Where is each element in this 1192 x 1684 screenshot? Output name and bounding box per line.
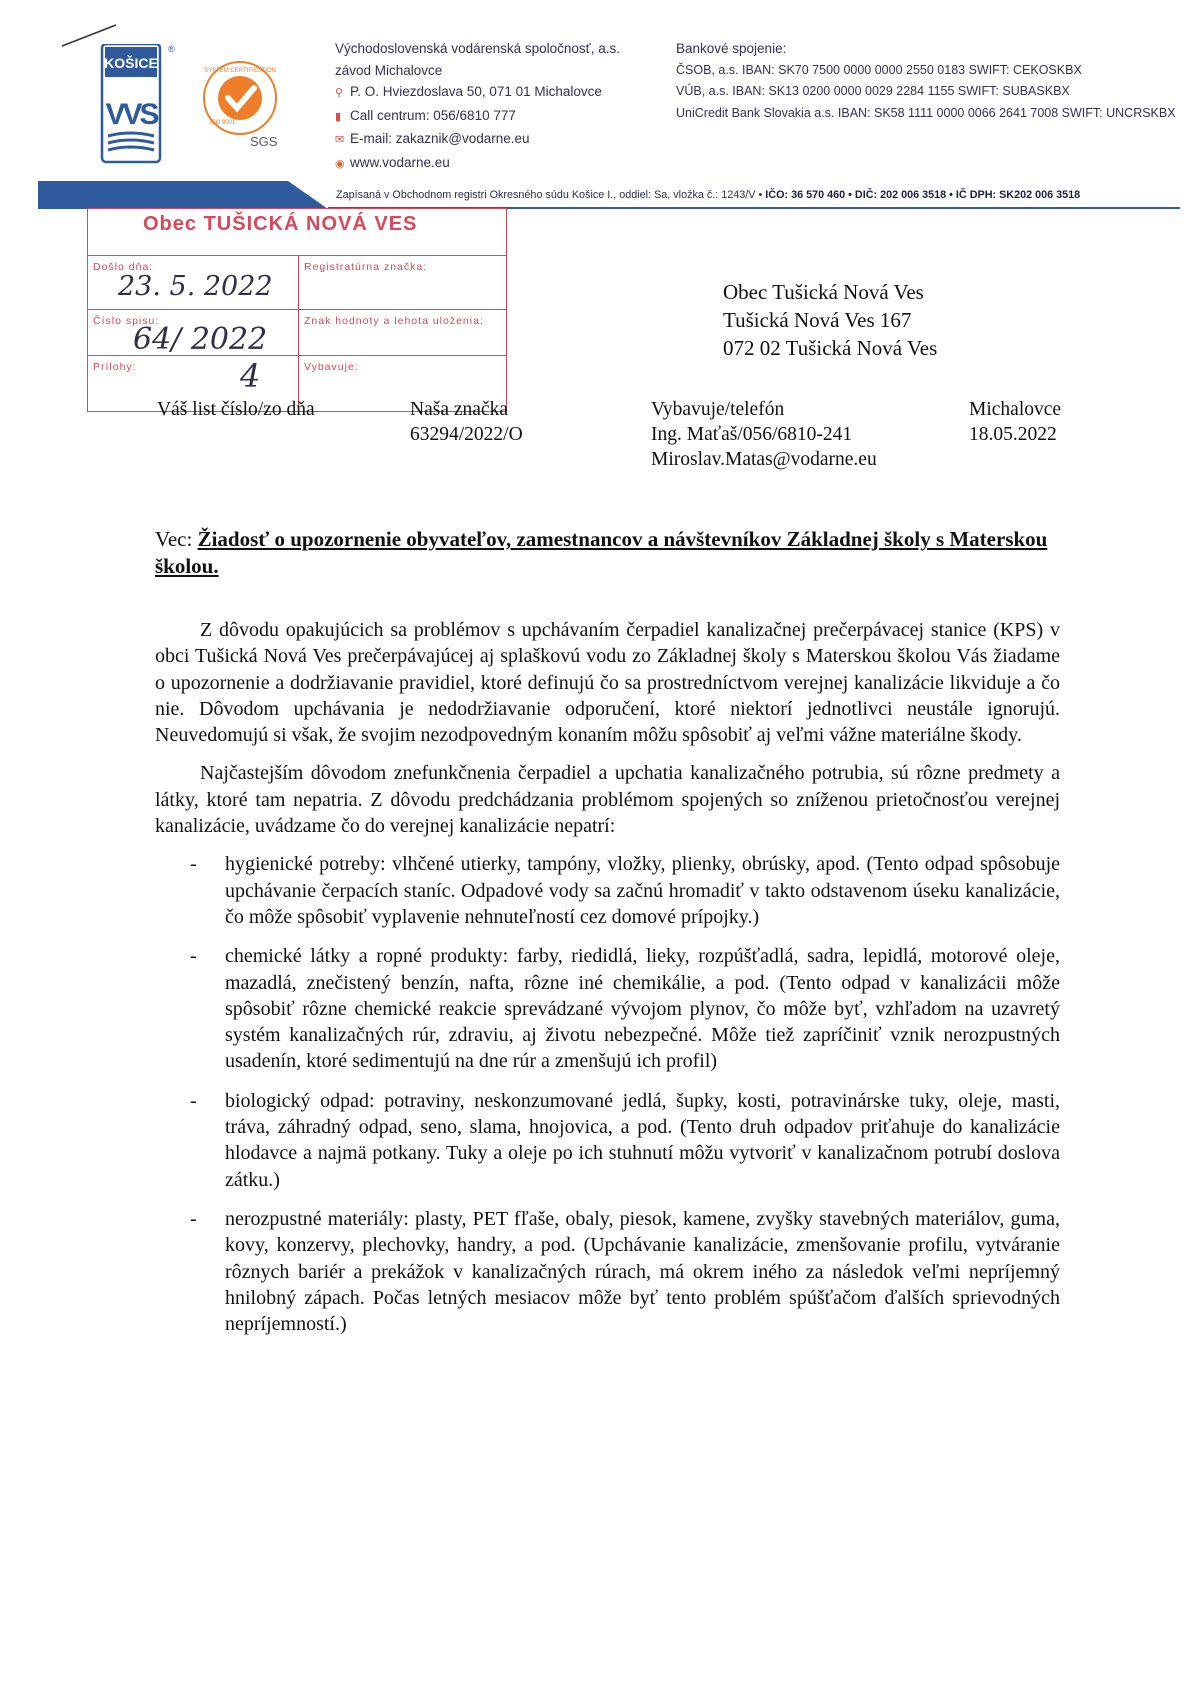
list-dash: - — [190, 853, 197, 876]
subject-lead: Vec: — [155, 527, 198, 551]
subject-text: Žiadosť o upozornenie obyvateľov, zamestnancov a návštevníkov Základnej školy s Materskou školou. — [155, 527, 1048, 578]
recipient-line-3: 072 02 Tušická Nová Ves — [723, 336, 938, 360]
stamp-divider — [88, 309, 506, 310]
vvs-kosice-logo — [100, 44, 176, 164]
stamp-divider — [88, 255, 506, 256]
company-call-centre: Call centrum: 056/6810 777 — [350, 107, 516, 123]
prohibited-items-list — [155, 851, 1060, 1337]
list-item-text: nerozpustné materiály: plasty, PET fľaše, obaly, piesok, kamene, zvyšky stavebných materiálov, guma, kovy, konzervy, plechovky, handry, a pod. (Upchávanie kanalizácie, zmenšovanie profilu, vytváranie rôznych bariér a prekážok v kanalizačných rúrach, má okrem iného za následok veľmi nepríjemný hnilobný zápach. Počas letných mesiacov môže byť tento problém spúšťačom ďalších sprievodných nepríjemností.) — [225, 1207, 1060, 1336]
stamp-received-label: Došlo dňa: — [93, 261, 154, 273]
sgs-certification-logo — [200, 58, 298, 150]
cert-ring-text: SYSTEM CERTIFICATION — [204, 68, 276, 74]
recipient-line-1: Obec Tušická Nová Ves — [723, 280, 924, 304]
body-paragraph-2: Najčastejším dôvodom znefunkčnenia čerpadiel a upchatia kanalizačného potrubia, sú rôzne predmety a látky, ktoré tam nepatria. Z dôvodu predchádzania problémom spojených so zníženou prietočnosťou verejnej kanalizácie, uvádzame čo do verejnej kanalizácie nepatrí: — [155, 762, 1060, 838]
list-item — [155, 851, 1060, 930]
subject-line — [155, 526, 1060, 580]
list-dash: - — [190, 945, 197, 968]
bank-details — [676, 38, 1176, 124]
phone-icon: ▮ — [335, 110, 342, 123]
logo-text: KOŠICE — [104, 55, 158, 71]
list-item — [155, 1088, 1060, 1193]
bank-line-unicredit: UniCredit Bank Slovakia a.s. IBAN: SK58 1111 0000 0066 2641 7008 SWIFT: UNCRSKBX — [676, 105, 1176, 120]
list-item — [155, 1206, 1060, 1337]
stamp-retention-label: Znak hodnoty a lehota uloženia: — [304, 315, 484, 327]
globe-icon: ◉ — [335, 157, 345, 170]
list-item-text: biologický odpad: potraviny, neskonzumované jedlá, šupky, kosti, potravinárske tuky, oleje, masti, tráva, záhradný odpad, seno, slama, hnojovica, a pod. (Tento druh odpadov priťahuje do kanalizácie hlodavce a najmä potkany. Tuky a oleje po ich stuhnutí môžu vytvoriť v kanalizačnom potrubí doslova zátku.) — [225, 1089, 1060, 1191]
company-address: P. O. Hviezdoslava 50, 071 01 Michalovce — [350, 84, 602, 99]
logo-letters: VVS — [105, 98, 157, 131]
registry-stamp — [87, 208, 507, 412]
company-email[interactable]: E-mail: zakaznik@vodarne.eu — [350, 131, 530, 146]
location-pin-icon: ⚲ — [335, 87, 344, 99]
letter-body — [155, 617, 1060, 1350]
company-branch: závod Michalovce — [335, 62, 443, 78]
list-item-text: hygienické potreby: vlhčené utierky, tampóny, vložky, plienky, obrúsky, apod. (Tento odpad spôsobuje upchávanie čerpacích staníc. Odpadové vody sa začnú hromadiť v takto odstavenom úseku kanalizácie, čo môže spôsobiť vyplavenie nehnuteľností cez domové prípojky.) — [225, 853, 1060, 928]
stamp-title: Obec TUŠICKÁ NOVÁ VES — [143, 213, 418, 235]
list-dash: - — [190, 1207, 197, 1230]
list-item-text: chemické látky a ropné produkty: farby, riedidlá, lieky, rozpúšťadlá, sadra, lepidlá, motorové oleje, mazadlá, znečistený benzín, nafta, rôzne iné chemikálie, a pod. (Tento odpad v kanalizácii môže spôsobiť rôzne chemické reakcie sprevádzané vývojom plynov, čo môže byť, vzhľadom na uzavretý systém kanalizačných rúr, zdraviu, aj životu nebezpečné. Môže tiež zapríčiniť vznik nerozpustných usadenín, ktoré sedimentujú na dne rúr a zmenšujú ich profil) — [225, 945, 1060, 1073]
stamp-handled-by-label: Vybavuje: — [304, 361, 359, 373]
stamp-file-no-value: 64/ 2022 — [133, 322, 268, 357]
register-ids: IČO: 36 570 460 • DIČ: 202 006 3518 • IČ DPH: SK202 006 3518 — [765, 189, 1081, 201]
register-text: Zapísaná v Obchodnom registri Okresného súdu Košice I., oddiel: Sa, vložka č.: 1243/V • — [336, 189, 766, 201]
cert-iso: ISO 9001 — [210, 120, 236, 126]
company-register-line — [336, 189, 1080, 201]
bank-title: Bankové spojenie: — [676, 41, 787, 56]
recipient-address — [723, 278, 937, 362]
stamp-column-divider — [298, 255, 299, 411]
place: Michalovce — [969, 399, 1062, 420]
your-letter-column — [157, 397, 315, 422]
handled-by-name: Ing. Maťaš/056/6810-241 — [651, 424, 853, 445]
stamp-attachments-value: 4 — [240, 357, 261, 395]
company-web[interactable]: www.vodarne.eu — [350, 154, 450, 170]
our-ref-column — [410, 397, 523, 447]
our-ref-label: Naša značka — [410, 399, 508, 420]
envelope-icon: ✉ — [335, 134, 345, 146]
handled-by-column — [651, 397, 877, 472]
cert-label: SGS — [250, 134, 278, 149]
bank-line-vub: VÚB, a.s. IBAN: SK13 0200 0000 0029 2284 1155 SWIFT: SUBASKBX — [676, 84, 1070, 98]
place-date-column — [969, 397, 1061, 447]
company-name: Východoslovenská vodárenská spoločnosť, a.s. — [335, 41, 620, 56]
stamp-file-no-label: Číslo spisu: — [93, 315, 160, 327]
list-dash: - — [190, 1089, 197, 1112]
stamp-received-value: 23. 5. 2022 — [118, 271, 273, 302]
bank-line-csob: ČSOB, a.s. IBAN: SK70 7500 0000 0000 2550 0183 SWIFT: CEKOSKBX — [676, 62, 1082, 77]
handled-by-email[interactable]: Miroslav.Matas@vodarne.eu — [651, 449, 877, 470]
recipient-line-2: Tušická Nová Ves 167 — [723, 308, 912, 332]
our-ref-value: 63294/2022/O — [410, 424, 523, 445]
stamp-attachments-label: Prílohy: — [93, 361, 137, 373]
registered-mark: ® — [168, 44, 175, 54]
handled-by-label: Vybavuje/telefón — [651, 399, 785, 420]
company-info — [335, 38, 620, 175]
date: 18.05.2022 — [969, 424, 1057, 445]
your-letter-label: Váš list číslo/zo dňa — [157, 399, 315, 420]
stamp-registry-mark-label: Registratúrna značka: — [304, 261, 428, 273]
body-paragraph-1: Z dôvodu opakujúcich sa problémov s upchávaním čerpadiel kanalizačnej prečerpávacej stanice (KPS) v obci Tušická Nová Ves prečerpávajúcej aj splaškovú vodu zo Základnej školy s Materskou školou Vás žiadame o upozornenie a dodržiavanie pravidiel, ktoré definujú čo sa prostredníctvom verejnej kanalizácie likviduje a čo nie. Dôvodom upchávania je nedodržiavanie odporučení, ktoré niektorí jednotlivci neustále ignorujú. Neuvedomujú si však, že svojim nezodpovedným konaním môžu spôsobiť aj veľmi vážne materiálne škody. — [155, 619, 1060, 747]
list-item — [155, 943, 1060, 1074]
